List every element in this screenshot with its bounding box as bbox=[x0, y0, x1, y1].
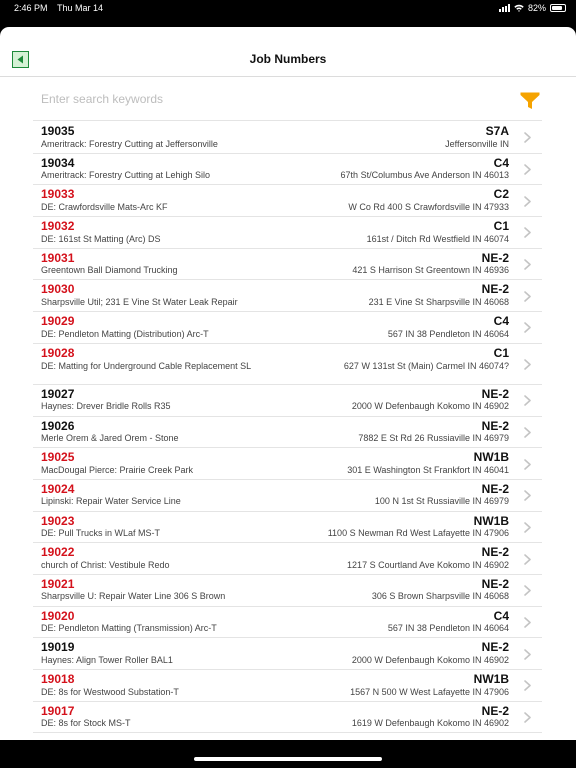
chevron-right-icon bbox=[523, 427, 532, 438]
job-address: 567 IN 38 Pendleton IN 46064 bbox=[387, 623, 509, 634]
chevron-right-icon bbox=[523, 395, 532, 406]
job-address: 7882 E St Rd 26 Russiaville IN 46979 bbox=[358, 433, 509, 443]
job-address: 1619 W Defenbaugh Kokomo IN 46902 bbox=[351, 718, 509, 729]
job-row[interactable] bbox=[33, 575, 542, 607]
job-description: DE: 8s for Stock MS-T bbox=[41, 718, 131, 729]
search-input[interactable] bbox=[41, 92, 481, 106]
job-number: 19020 bbox=[41, 608, 75, 623]
job-number: 19030 bbox=[41, 282, 75, 297]
job-area-code: NW1B bbox=[473, 672, 509, 686]
job-address: 2000 W Defenbaugh Kokomo IN 46902 bbox=[351, 654, 509, 665]
job-address: 100 N 1st St Russiaville IN 46979 bbox=[374, 496, 509, 507]
page-title: Job Numbers bbox=[249, 52, 327, 66]
job-area-code: NE-2 bbox=[481, 250, 509, 265]
job-number: 19035 bbox=[41, 124, 75, 138]
job-area-code: C4 bbox=[493, 155, 509, 170]
job-area-code: NE-2 bbox=[481, 545, 509, 560]
status-bar bbox=[0, 0, 576, 16]
job-address: 67th St/Columbus Ave Anderson IN 46013 bbox=[340, 170, 509, 181]
job-description: DE: 8s for Westwood Substation-T bbox=[41, 686, 179, 697]
job-area-code: S7A bbox=[485, 124, 509, 138]
job-address: 161st / Ditch Rd Westfield IN 46074 bbox=[366, 233, 509, 244]
job-number: 19031 bbox=[41, 250, 75, 265]
job-area-code: NE-2 bbox=[481, 282, 509, 297]
job-number: 19026 bbox=[41, 418, 75, 433]
job-address: 1567 N 500 W West Lafayette IN 47906 bbox=[350, 686, 509, 697]
wifi-icon bbox=[514, 4, 524, 12]
chevron-right-icon bbox=[523, 196, 532, 207]
job-row[interactable] bbox=[33, 122, 542, 154]
job-description: Merle Orem & Jared Orem - Stone bbox=[41, 433, 179, 443]
job-row[interactable] bbox=[33, 417, 542, 449]
chevron-right-icon bbox=[523, 649, 532, 660]
job-address: 1100 S Newman Rd West Lafayette IN 47906 bbox=[327, 528, 509, 539]
job-address: 301 E Washington St Frankfort IN 46041 bbox=[347, 464, 509, 475]
job-row[interactable] bbox=[33, 670, 542, 702]
job-description: DE: Crawfordsville Mats-Arc KF bbox=[41, 201, 168, 212]
job-description: MacDougal Pierce: Prairie Creek Park bbox=[41, 464, 194, 475]
job-numbers-sheet bbox=[0, 27, 576, 740]
status-date: Thu Mar 14 bbox=[57, 3, 104, 13]
job-area-code: C4 bbox=[493, 608, 509, 623]
job-description: Lipinski: Repair Water Service Line bbox=[41, 496, 181, 507]
chevron-right-icon bbox=[523, 291, 532, 302]
job-row[interactable] bbox=[33, 280, 542, 312]
job-row[interactable] bbox=[33, 512, 542, 544]
chevron-right-icon bbox=[523, 522, 532, 533]
job-number: 19032 bbox=[41, 219, 75, 234]
job-number: 19034 bbox=[41, 155, 75, 170]
battery-icon bbox=[550, 4, 566, 12]
chevron-right-icon bbox=[523, 164, 532, 175]
job-number: 19019 bbox=[41, 640, 75, 655]
chevron-right-icon bbox=[523, 585, 532, 596]
chevron-right-icon bbox=[523, 322, 532, 333]
job-address: W Co Rd 400 S Crawfordsville IN 47933 bbox=[348, 201, 509, 212]
job-row[interactable] bbox=[33, 217, 542, 249]
job-address: 2000 W Defenbaugh Kokomo IN 46902 bbox=[351, 401, 509, 412]
chevron-right-icon bbox=[523, 459, 532, 470]
job-area-code: NE-2 bbox=[481, 576, 509, 591]
job-row[interactable] bbox=[33, 543, 542, 575]
job-description: Ameritrack: Forestry Cutting at Lehigh Silo bbox=[41, 170, 211, 181]
job-row[interactable] bbox=[33, 154, 542, 186]
job-area-code: C1 bbox=[493, 219, 509, 234]
chevron-right-icon bbox=[523, 712, 532, 723]
chevron-right-icon bbox=[523, 554, 532, 565]
job-row[interactable] bbox=[33, 249, 542, 281]
job-number: 19017 bbox=[41, 703, 75, 718]
search-bar bbox=[33, 79, 542, 121]
chevron-right-icon bbox=[523, 359, 532, 370]
job-number: 19021 bbox=[41, 576, 75, 591]
cellular-signal-icon bbox=[499, 4, 510, 12]
job-row[interactable] bbox=[33, 344, 542, 385]
job-number: 19027 bbox=[41, 386, 75, 401]
job-address: 306 S Brown Sharpsville IN 46068 bbox=[371, 591, 509, 602]
job-area-code: NE-2 bbox=[481, 481, 509, 496]
job-number: 19024 bbox=[41, 481, 75, 496]
job-number: 19022 bbox=[41, 545, 75, 560]
job-description: Haynes: Drever Bridle Rolls R35 bbox=[41, 401, 171, 412]
filter-funnel-icon[interactable] bbox=[520, 92, 540, 110]
job-row[interactable] bbox=[33, 448, 542, 480]
chevron-right-icon bbox=[523, 490, 532, 501]
chevron-right-icon bbox=[523, 617, 532, 628]
job-description: church of Christ: Vestibule Redo bbox=[41, 559, 170, 570]
job-number: 19033 bbox=[41, 187, 75, 202]
job-number: 19025 bbox=[41, 450, 75, 465]
job-area-code: NE-2 bbox=[481, 703, 509, 718]
job-row[interactable] bbox=[33, 185, 542, 217]
job-row[interactable] bbox=[33, 638, 542, 670]
job-description: Sharpsville U: Repair Water Line 306 S Brown bbox=[41, 591, 226, 602]
job-description: Ameritrack: Forestry Cutting at Jeffersonville bbox=[41, 138, 218, 149]
job-description: Haynes: Align Tower Roller BAL1 bbox=[41, 654, 173, 665]
job-area-code: NE-2 bbox=[481, 386, 509, 401]
job-number: 19018 bbox=[41, 672, 75, 686]
status-indicators bbox=[499, 3, 566, 13]
job-list bbox=[33, 122, 542, 733]
job-area-code: NE-2 bbox=[481, 418, 509, 433]
job-description: DE: Pendleton Matting (Distribution) Arc-T bbox=[41, 328, 209, 339]
job-row[interactable] bbox=[33, 385, 542, 417]
job-number: 19029 bbox=[41, 314, 75, 329]
job-description: DE: Matting for Underground Cable Replacement SL bbox=[41, 360, 252, 371]
job-row[interactable] bbox=[33, 480, 542, 512]
job-area-code: C4 bbox=[493, 314, 509, 329]
chevron-right-icon bbox=[523, 259, 532, 270]
home-indicator[interactable] bbox=[194, 757, 382, 761]
chevron-right-icon bbox=[523, 227, 532, 238]
job-description: DE: Pull Trucks in WLaf MS-T bbox=[41, 528, 161, 539]
job-row[interactable] bbox=[33, 607, 542, 639]
battery-percentage: 82% bbox=[527, 3, 546, 13]
job-number: 19023 bbox=[41, 513, 75, 528]
job-area-code: NE-2 bbox=[481, 640, 509, 655]
job-row[interactable] bbox=[33, 312, 542, 344]
job-description: Greentown Ball Diamond Trucking bbox=[41, 265, 178, 276]
job-area-code: NW1B bbox=[473, 450, 509, 465]
job-number: 19028 bbox=[41, 345, 75, 360]
job-address: 231 E Vine St Sharpsville IN 46068 bbox=[368, 296, 509, 307]
job-address: 1217 S Courtland Ave Kokomo IN 46902 bbox=[347, 559, 509, 570]
job-description: DE: 161st St Matting (Arc) DS bbox=[41, 233, 161, 244]
chevron-right-icon bbox=[523, 680, 532, 691]
job-address: 567 IN 38 Pendleton IN 46064 bbox=[387, 328, 509, 339]
job-area-code: NW1B bbox=[473, 513, 509, 528]
status-time: 2:46 PM bbox=[14, 3, 48, 13]
job-description: Sharpsville Util; 231 E Vine St Water Leak Repair bbox=[41, 296, 238, 307]
job-address: Jeffersonville IN bbox=[445, 138, 509, 149]
job-area-code: C2 bbox=[493, 187, 509, 202]
job-row[interactable] bbox=[33, 702, 542, 734]
chevron-right-icon bbox=[523, 132, 532, 143]
job-address: 627 W 131st St (Main) Carmel IN 46074? bbox=[343, 360, 509, 371]
navigation-bar bbox=[0, 27, 576, 77]
job-description: DE: Pendleton Matting (Transmission) Arc-T bbox=[41, 623, 217, 634]
job-area-code: C1 bbox=[493, 345, 509, 360]
job-address: 421 S Harrison St Greentown IN 46936 bbox=[352, 265, 509, 276]
